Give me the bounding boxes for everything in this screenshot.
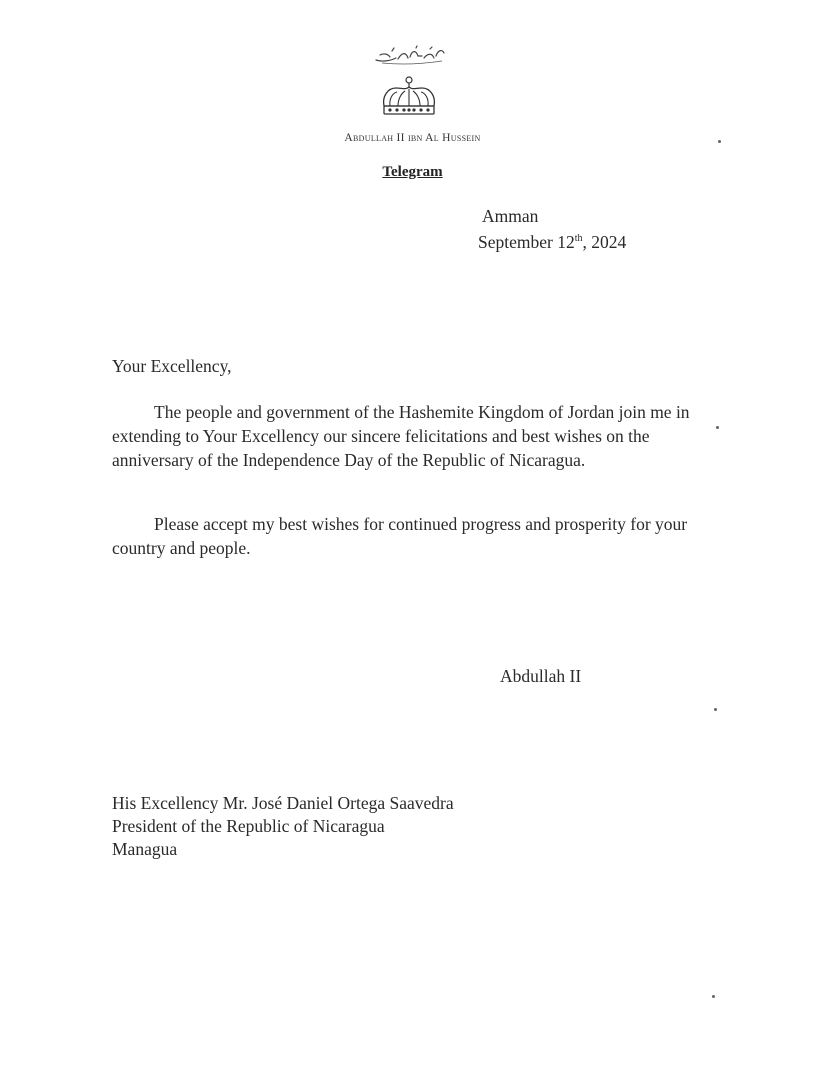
date-month-day: September 12 — [478, 232, 575, 252]
dateline-date — [478, 232, 626, 253]
recipient-line-3: Managua — [112, 839, 178, 859]
body-paragraph-1 — [112, 400, 700, 472]
recipient-line-1: His Excellency Mr. José Daniel Ortega Saavedra — [112, 793, 454, 813]
document-title: Telegram — [382, 164, 443, 180]
date-year: , 2024 — [582, 232, 627, 252]
issuer-name: Abdullah II ibn Al Hussein — [344, 132, 481, 144]
recipient-line-2: President of the Republic of Nicaragua — [112, 816, 385, 836]
scan-speck — [712, 995, 715, 998]
arabic-calligraphy-logo — [372, 44, 450, 66]
dateline-place: Amman — [482, 206, 539, 226]
scan-speck — [716, 426, 719, 429]
royal-crown-icon — [378, 76, 440, 118]
salutation: Your Excellency, — [112, 356, 232, 376]
paragraph-1-text: The people and government of the Hashemite Kingdom of Jordan join me in extending to Your Excellency our sincere felicitations and best wishes on the anniversary of the Independence Day of the Republic of Nicaragua. — [112, 402, 690, 470]
scan-speck — [718, 140, 721, 143]
date-ordinal-suffix: th — [574, 233, 583, 244]
signature: Abdullah II — [500, 666, 582, 686]
scan-speck — [714, 708, 717, 711]
recipient-address — [112, 792, 454, 861]
body-paragraph-2 — [112, 512, 700, 560]
paragraph-2-text: Please accept my best wishes for continued progress and prosperity for your country and people. — [112, 514, 688, 558]
